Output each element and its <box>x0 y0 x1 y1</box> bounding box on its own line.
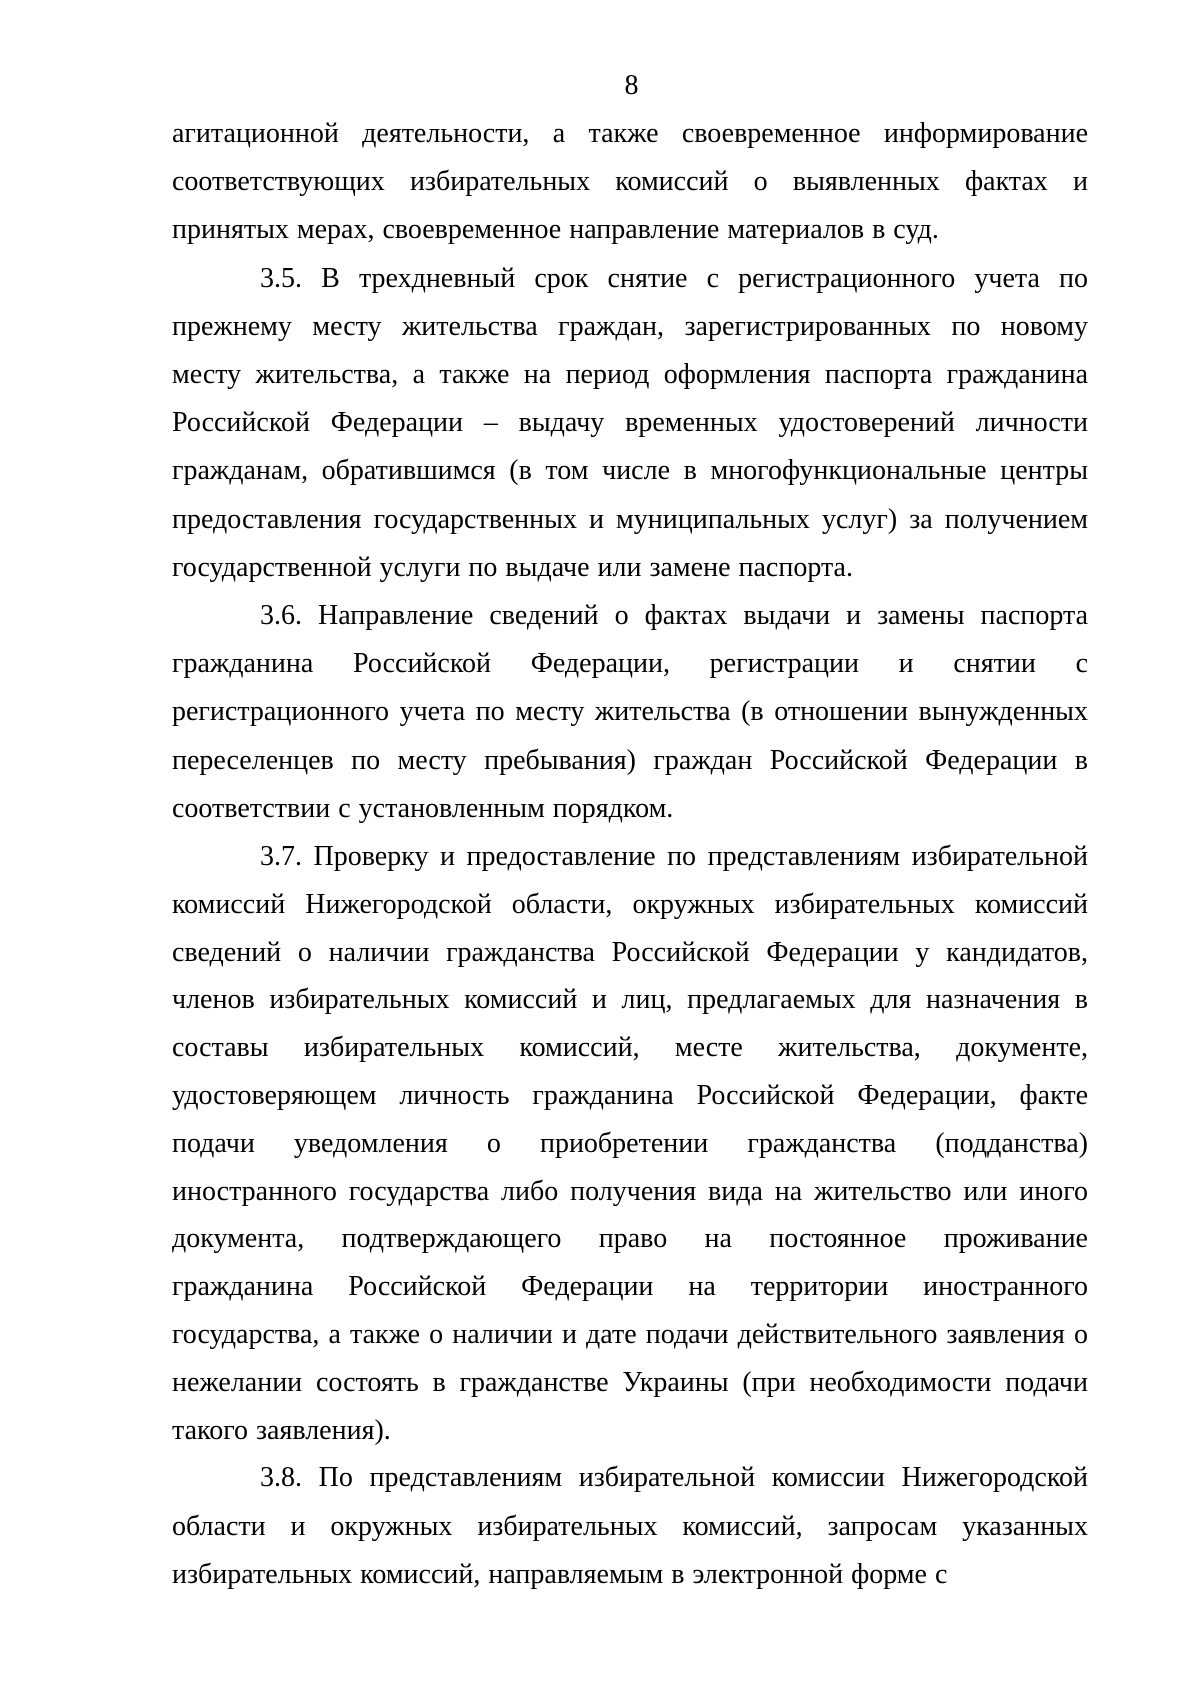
document-body <box>172 110 1088 1599</box>
paragraph-3-6: 3.6. Направление сведений о фактах выдачи и замены паспорта гражданина Российской Федерации, регистрации и снятии с регистрационного учета по месту жительства (в отношении вынужденных переселенцев по месту пребывания) граждан Российской Федерации в соответствии с установленным порядком. <box>172 600 1088 824</box>
paragraph-3-5: 3.5. В трехдневный срок снятие с регистрационного учета по прежнему месту жительства граждан, зарегистрированных по новому месту жительства, а также на период оформления паспорта гражданина Российской Федерации – выдачу временных удостоверений личности гражданам, обратившимся (в том числе в многофункциональные центры предоставления государственных и муниципальных услуг) за получением государственной услуги по выдаче или замене паспорта. <box>172 262 1088 583</box>
paragraph-3-8: 3.8. По представлениям избирательной комиссии Нижегородской области и окружных избирательных комиссий, запросам указанных избирательных комиссий, направляемым в электронной форме с <box>172 1462 1088 1590</box>
paragraph-3-7: 3.7. Проверку и предоставление по представлениям избирательной комиссий Нижегородской области, окружных избирательных комиссий сведений о наличии гражданства Российской Федерации у кандидатов, членов избирательных комиссий и лиц, предлагаемых для назначения в составы избирательных комиссий, месте жительства, документе, удостоверяющем личность гражданина Российской Федерации, факте подачи уведомления о приобретении гражданства (подданства) иностранного государства либо получения вида на жительство или иного документа, подтверждающего право на постоянное проживание гражданина Российской Федерации на территории иностранного государства, а также о наличии и дате подачи действительного заявления о нежелании состоять в гражданстве Украины (при необходимости подачи такого заявления). <box>172 841 1088 1446</box>
page-number: 8 <box>624 70 639 101</box>
paragraph-continuation: агитационной деятельности, а также своевременное информирование соответствующих избирательных комиссий о выявленных фактах и принятых мерах, своевременное направление материалов в суд. <box>172 118 1088 246</box>
